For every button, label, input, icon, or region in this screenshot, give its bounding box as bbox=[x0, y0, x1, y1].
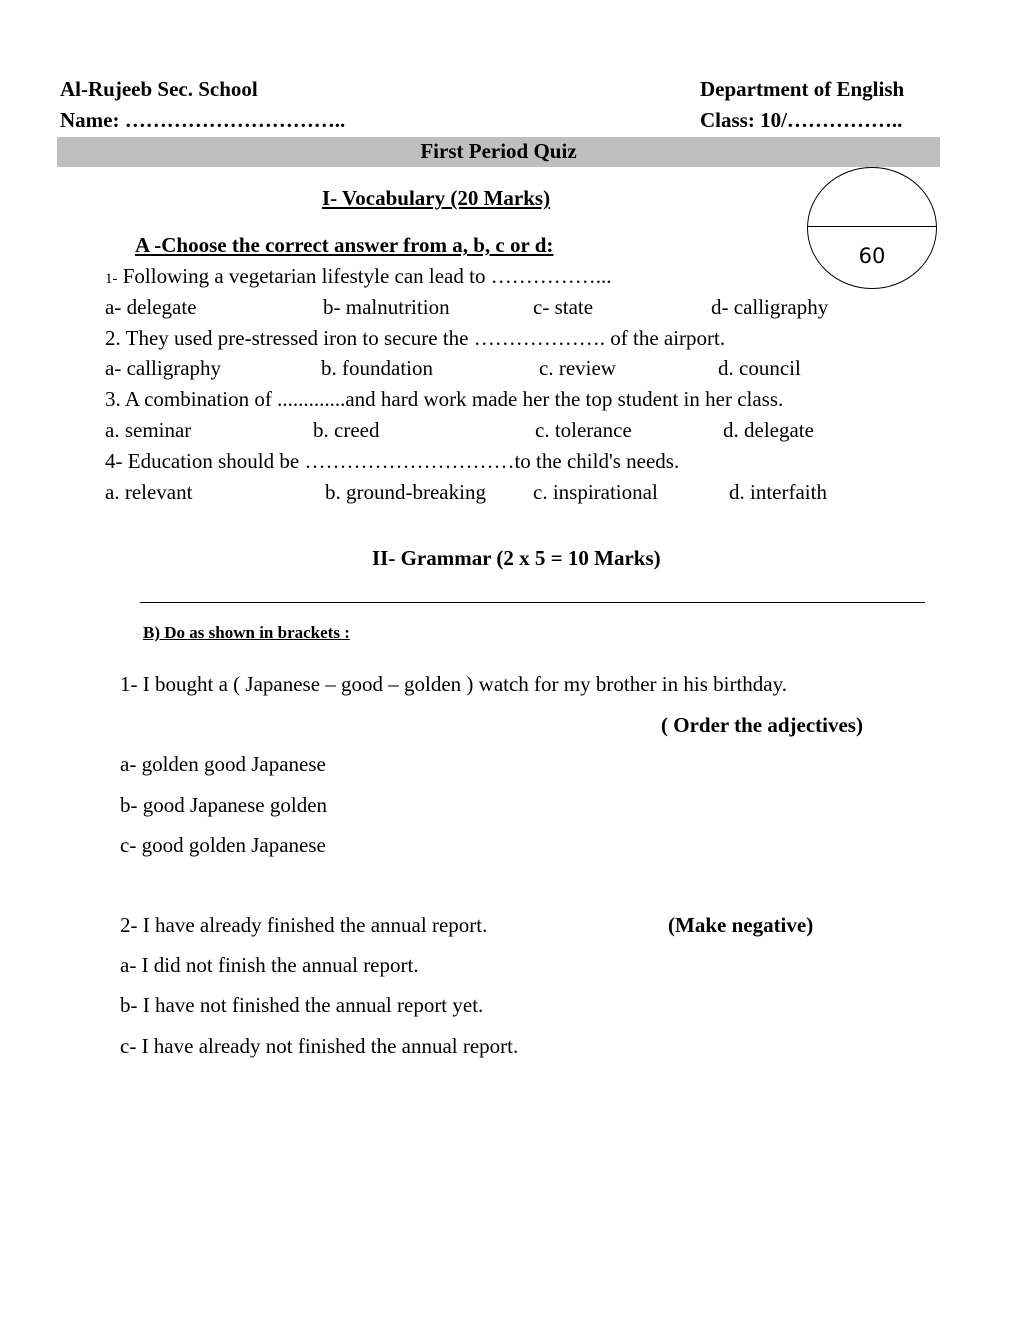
option[interactable]: b. ground-breaking bbox=[325, 480, 486, 504]
class-field[interactable]: Class: 10/…………….. bbox=[700, 108, 903, 132]
question-text: They used pre-stressed iron to secure the ………………. of the airport. bbox=[120, 326, 726, 350]
vocab-instruction: A -Choose the correct answer from a, b, c or d: bbox=[135, 233, 554, 257]
quiz-title: First Period Quiz bbox=[420, 139, 577, 163]
option[interactable]: c- good golden Japanese bbox=[120, 833, 326, 857]
score-circle bbox=[807, 167, 937, 289]
vocab-question-2 bbox=[105, 326, 725, 351]
option[interactable]: a- golden good Japanese bbox=[120, 752, 326, 776]
option[interactable]: d. delegate bbox=[723, 418, 814, 442]
question-text: Education should be …………………………to the child's needs. bbox=[122, 449, 680, 473]
option[interactable]: b- good Japanese golden bbox=[120, 793, 328, 817]
grammar-instruction: B) Do as shown in brackets : bbox=[143, 623, 350, 642]
option[interactable]: c- I have already not finished the annual report. bbox=[120, 1034, 519, 1058]
question-instruction: ( Order the adjectives) bbox=[661, 713, 863, 737]
option[interactable]: c- state bbox=[533, 295, 594, 319]
grammar-section-title: II- Grammar (2 x 5 = 10 Marks) bbox=[372, 546, 661, 570]
option[interactable]: c. review bbox=[539, 356, 616, 380]
student-name-field[interactable]: Name: ………………………….. bbox=[60, 108, 346, 132]
question-number: 2- bbox=[120, 913, 138, 937]
option[interactable]: b. foundation bbox=[321, 356, 433, 380]
vocab-question-3 bbox=[105, 387, 783, 412]
school-name: Al-Rujeeb Sec. School bbox=[60, 77, 258, 101]
question-number: 4- bbox=[105, 449, 123, 473]
question-number: 2. bbox=[105, 326, 121, 350]
option[interactable]: a. seminar bbox=[105, 418, 192, 442]
option[interactable]: a- I did not finish the annual report. bbox=[120, 953, 419, 977]
question-text: I have already finished the annual report. bbox=[137, 913, 488, 937]
question-number: 1- bbox=[105, 271, 118, 287]
question-number: 3. bbox=[105, 387, 121, 411]
question-text: I bought a ( Japanese – good – golden ) watch for my brother in his birthday. bbox=[137, 672, 787, 696]
question-number: 1- bbox=[120, 672, 138, 696]
option[interactable]: c. tolerance bbox=[535, 418, 632, 442]
score-divider bbox=[808, 226, 936, 227]
grammar-question-2 bbox=[120, 913, 487, 938]
score-total: 60 bbox=[858, 244, 886, 268]
vocab-question-1 bbox=[105, 264, 611, 289]
option[interactable]: d- calligraphy bbox=[711, 295, 829, 319]
section-divider bbox=[140, 602, 925, 603]
option[interactable]: a- calligraphy bbox=[105, 356, 222, 380]
option[interactable]: b- malnutrition bbox=[323, 295, 450, 319]
vocab-section-title: I- Vocabulary (20 Marks) bbox=[322, 186, 551, 210]
option[interactable]: a- delegate bbox=[105, 295, 197, 319]
option[interactable]: d. interfaith bbox=[729, 480, 827, 504]
option[interactable]: b- I have not finished the annual report yet. bbox=[120, 993, 484, 1017]
quiz-title-bar bbox=[57, 137, 940, 167]
question-text: Following a vegetarian lifestyle can lead to ……………... bbox=[117, 264, 612, 288]
grammar-question-1 bbox=[120, 672, 787, 697]
vocab-question-4 bbox=[105, 449, 679, 474]
option[interactable]: a. relevant bbox=[105, 480, 193, 504]
department-name: Department of English bbox=[700, 77, 905, 101]
option[interactable]: d. council bbox=[718, 356, 801, 380]
option[interactable]: c. inspirational bbox=[533, 480, 658, 504]
question-text: A combination of .............and hard work made her the top student in her class. bbox=[120, 387, 784, 411]
option[interactable]: b. creed bbox=[313, 418, 380, 442]
question-instruction: (Make negative) bbox=[668, 913, 814, 937]
